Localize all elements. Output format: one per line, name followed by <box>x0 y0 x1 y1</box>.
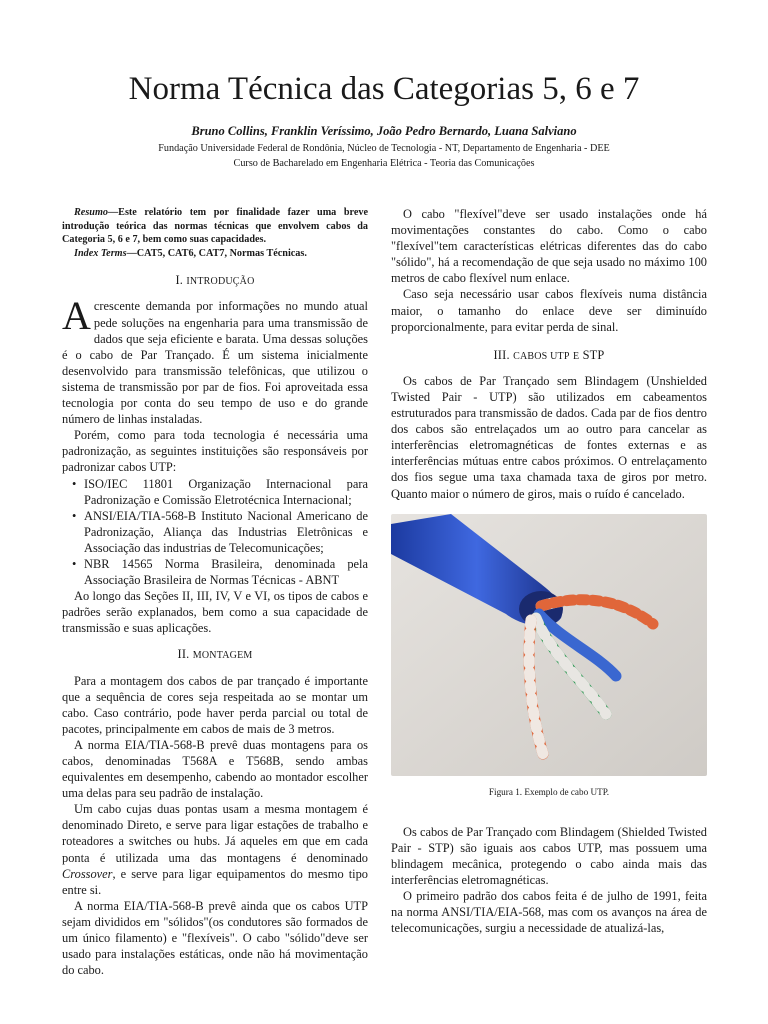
abstract-label: Resumo <box>74 207 108 218</box>
section-title-part-2: E <box>572 350 580 362</box>
affiliation-line-1: Fundação Universidade Federal de Rondônia, Núcleo de Tecnologia - NT, Departamento de Engenharia - DEE <box>158 143 610 154</box>
figure-caption: Figura 1. Exemplo de cabo UTP. <box>488 786 610 797</box>
section-heading-cabos <box>391 347 707 365</box>
montagem-paragraph-1: Para a montagem dos cabos de par trançado é importante que a sequência de cores seja respeitada ao se montar um cabo. Caso contrário, pode haver perda parcial ou total de pacotes, principalmente em cabos de mais de 3 metros. <box>62 673 368 736</box>
section-title-part-1: CABOS UTP <box>513 350 570 362</box>
crossover-term: Crossover <box>62 866 113 881</box>
index-terms-text: —CAT5, CAT6, CAT7, Normas Técnicas. <box>126 247 307 259</box>
index-terms-label: Index Terms <box>74 247 127 259</box>
section-number: I. <box>175 273 184 288</box>
section-heading-montagem <box>62 646 368 664</box>
abstract <box>62 206 368 247</box>
montagem-paragraph-3-text-b: , e serve para ligar equipamentos do mesmo tipo entre si. <box>62 866 368 897</box>
section-title: MONTAGEM <box>192 650 253 662</box>
abstract-text: —Este relatório tem por finalidade fazer uma breve introdução teórica das normas técnicas que envolvem cabos da Categoria 5, 6 e 7, bem como suas capacidades. <box>62 207 368 246</box>
intro-paragraph-1-text: crescente demanda por informações no mundo atual pede soluções na engenharia para uma transmissão de dados que seja eficiente e barata. Uma dessas soluções é o cabo de Par Trançado. É um sistema inicialmente desenvolvido para transmissão telefônicas, que utilizou o sistema de transmissão por par de fios. Foi aproveitada essa tecnologia por conta do seu tempo de uso e do grande número de linhas instaladas. <box>62 299 368 427</box>
montagem-paragraph-4: A norma EIA/TIA-568-B prevê ainda que os cabos UTP sejam divididos em "sólidos"(os condutores são formados de um único filamento) e "flexíveis". O cabo "sólido"deve ser usado para instalações estáticas, onde não há movimentação do cabo. <box>62 898 368 978</box>
utp-cable-photo <box>391 514 707 776</box>
right-paragraph-1: O cabo "flexível"deve ser usado instalações onde há movimentações constantes do cabo. Como o cabo "flexível"tem características elétricas diferentes das do cabo "sólido", há a recomendação de que seja usado no máximo 100 metros de cabo flexível num enlace. <box>391 207 707 286</box>
montagem-paragraph-3-text-a: Um cabo cujas duas pontas usam a mesma montagem é denominado Direto, e serve para ligar estações de trabalho e roteadores a switches ou hubs. Já aqueles em que em cada ponta é utilizada uma das montagens é denominado <box>62 802 368 865</box>
section-heading-introducao <box>62 272 368 290</box>
standards-list <box>62 476 368 589</box>
list-item: • NBR 14565 Norma Brasileira, denominada pela Associação Brasileira de Normas Técnicas - ABNT <box>84 556 368 588</box>
affiliation-line-2: Curso de Bacharelado em Engenharia Elétrica - Teoria das Comunicações <box>233 158 535 169</box>
montagem-paragraph-2: A norma EIA/TIA-568-B prevê duas montagens para os cabos, denominadas T568A e T568B, sendo ambas equivalentes em desempenho, cabendo ao montador escolher uma delas para seu padrão de instalação. <box>62 737 368 801</box>
paper-title: Norma Técnica das Categorias 5, 6 e 7 <box>128 71 640 107</box>
right-paragraph-5: O primeiro padrão dos cabos feita é de julho de 1991, feita na norma ANSI/TIA/EIA-568, mas com os avanços na área de telecomunicações, surgiu a necessidade de atualizá-las, <box>391 889 707 936</box>
list-item: • ANSI/EIA/TIA-568-B Instituto Nacional Americano de Padronização, Aliança das Industrias Eletrônicas e Associação das industrias de Telecomunicações; <box>84 508 368 556</box>
right-paragraph-2: Caso seja necessário usar cabos flexíveis numa distância maior, o tamanho do enlace deve ser diminuído proporcionalmente, para evitar perda de sinal. <box>391 287 707 334</box>
left-column <box>62 206 368 978</box>
section-number: II. <box>177 647 190 662</box>
cable-illustration <box>391 514 707 776</box>
section-title: INTRODUÇÃO <box>186 276 255 288</box>
right-paragraph-4: Os cabos de Par Trançado com Blindagem (Shielded Twisted Pair - STP) são iguais aos cabos UTP, mas possuem uma blindagem mecânica, protegendo o cabo ainda mais das interferências eletromagnéticas. <box>391 824 707 887</box>
intro-paragraph-1 <box>62 293 368 427</box>
index-terms <box>62 247 368 261</box>
intro-paragraph-2: Porém, como para toda tecnologia é necessária uma padronização, as seguintes instituições são responsáveis por padronizar cabos UTP: <box>62 428 368 475</box>
section-number: III. <box>493 347 510 362</box>
drop-cap: A <box>62 293 91 339</box>
right-paragraph-3: Os cabos de Par Trançado sem Blindagem (Unshielded Twisted Pair - UTP) são utilizados em cabeamentos estruturados para transmissão de dados. Cada par de fios dentro dos cabos são entrelaçados um ao outro para cancelar as interferências eletromagnéticas de fontes externas e as interferências mútuas entre cabos próximos. O entrelaçamento dos fios segue uma taxa chamada taxa de giros por metro. Quanto maior o número de giros, mais o ruído é cancelado. <box>391 373 707 501</box>
right-column <box>391 206 707 936</box>
montagem-paragraph-3 <box>62 801 368 898</box>
section-title-part-3: STP <box>582 347 605 362</box>
list-item: • ISO/IEC 11801 Organização Internacional para Padronização e Comissão Eletrotécnica Internacional; <box>84 476 368 508</box>
intro-paragraph-3: Ao longo das Seções II, III, IV, V e VI, os tipos de cabos e padrões serão explanados, bem como a sua capacidade de transmissão e suas aplicações. <box>62 589 368 636</box>
author-list: Bruno Collins, Franklin Veríssimo, João Pedro Bernardo, Luana Salviano <box>191 124 577 138</box>
